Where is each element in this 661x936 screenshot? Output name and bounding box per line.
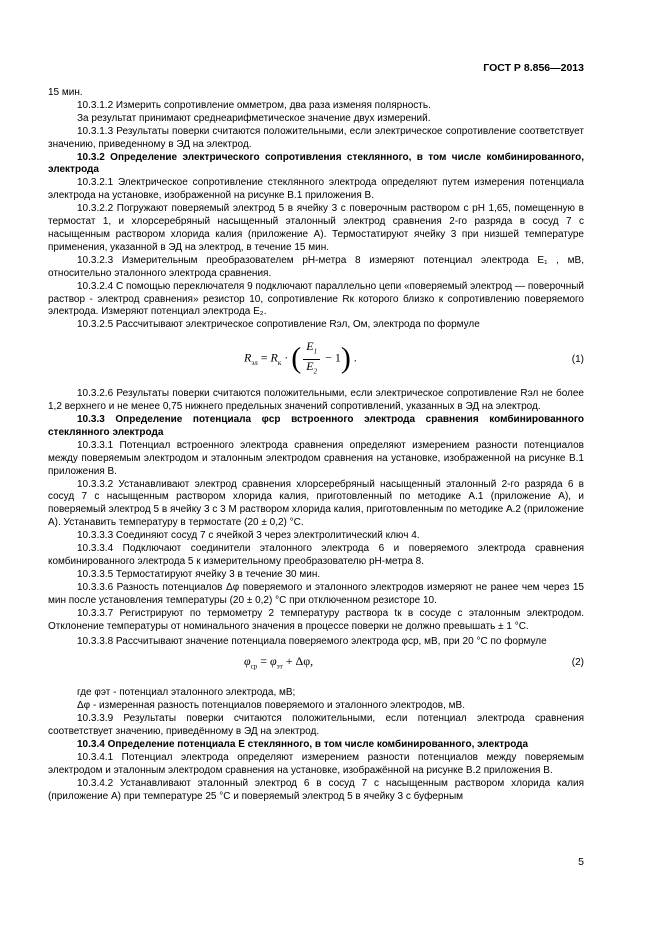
formula-2-lhs: φ <box>244 654 251 669</box>
paragraph: 10.3.3.6 Разность потенциалов Δφ поверяемого и эталонного электродов измеряют не ранее чем через 15 мин после установления температуры (20 ± 0,2) °С при отключенном резисторе 10. <box>48 581 584 606</box>
formula-2-eq: = <box>257 654 271 669</box>
formula-1-r: R <box>270 350 278 365</box>
paragraph: 10.3.3 Определение потенциала φср встроенного электрода сравнения комбинированного стеклянного электрода <box>48 414 584 438</box>
paragraph-group-2 <box>48 388 584 649</box>
paragraph: 10.3.2.4 С помощью переключателя 9 подключают параллельно цепи «поверяемый электрод — поверочный раствор - электрод сравнения» резистор 10, сопротивление Rк которого близко к сопротивлению поверяемого электрода. Измеряют потенциал электрода E₂. <box>48 280 584 318</box>
paragraph: 10.3.1.2 Измерить сопротивление омметром, два раза изменяя полярность. <box>77 99 431 111</box>
paragraph: 10.3.3.3 Соединяют сосуд 7 с ячейкой 3 через электролитический ключ 4. <box>77 530 420 542</box>
formula-1-period: . <box>350 350 357 365</box>
formula-1-expression <box>244 340 357 378</box>
formula-1-numerator: E <box>306 339 314 354</box>
formula-1-number: (1) <box>571 354 584 366</box>
paragraph: 10.3.4.1 Потенциал электрода определяют измерением разности потенциалов между поверяемым электродом и эталонным электродом сравнения на установке, изображённой на рисунке В.2 приложения В. <box>48 751 584 776</box>
paragraph: 10.3.2.1 Электрическое сопротивление стеклянного электрода определяют путем измерения потенциала электрода на установке, изображенной на рисунке В.1 приложения В. <box>48 177 584 202</box>
paragraph: Δφ - измеренная разность потенциалов поверяемого и эталонного электродов, мВ. <box>77 700 465 712</box>
formula-1-lhs: R <box>244 350 252 365</box>
paragraph: 10.3.3.7 Регистрируют по термометру 2 температуру раствора tк в сосуде с эталонным электродом. Отклонение температуры от номинального значения в процессе поверки не должно превышать ± 1 °С. <box>48 607 584 632</box>
formula-2-r-sub: эт <box>276 662 283 671</box>
paragraph: 10.3.3.5 Термостатируют ячейку 3 в течение 30 мин. <box>77 568 321 580</box>
formula-2-lhs-sub: ср <box>250 662 258 671</box>
page-number: 5 <box>578 856 584 868</box>
page-body <box>48 87 584 804</box>
formula-1-minus-one: − 1 <box>322 350 341 365</box>
formula-2-comma: , <box>310 654 314 669</box>
paragraph-group-3 <box>48 713 584 803</box>
paragraph: За результат принимают среднеарифметическое значение двух измерений. <box>77 112 431 124</box>
paragraph: 10.3.2.3 Измерительным преобразователем pH-метра 8 измеряют потенциал электрода E₁ , мВ, относительно эталонного электрода сравнения. <box>48 254 584 279</box>
paragraph: 10.3.2.2 Погружают поверяемый электрод 5 в ячейку 3 с поверочным раствором с pH 1,65, помещенную в термостат 1, и хлорсеребряный насыщенный эталонный электрод сравнения 2-го разряда в сосуд 7 с насыщенным раствором хлорида калия (приложение А). Термостатируют ячейку 3 при низшей температуре применения, указанной в ЭД на электрод, в течение 15 мин. <box>48 203 584 253</box>
formula-1-eq: = <box>257 350 271 365</box>
left-paren: ( <box>291 341 302 375</box>
formula-1-denominator-sub: 2 <box>313 366 318 375</box>
paragraph: 10.3.3.9 Результаты поверки считаются положительными, если потенциал электрода сравнения соответствует значению, приведённому в ЭД на электрод. <box>48 713 584 738</box>
formula-1-denominator: E <box>306 358 314 373</box>
paragraph: 10.3.2 Определение электрического сопротивления стеклянного, в том числе комбинированного, электрода <box>48 151 584 176</box>
formula-2-r: φ <box>270 654 277 669</box>
paragraph: 10.3.1.3 Результаты поверки считаются положительными, если электрическое сопротивление соответствует значению, приведенному в ЭД на электрод. <box>48 125 584 150</box>
paragraph: 15 мин. <box>48 87 83 98</box>
paragraph-group-1 <box>48 87 584 332</box>
formula-2-expression <box>244 655 313 673</box>
paragraph: 10.3.4 Определение потенциала E стеклянного, в том числе комбинированного, электрода <box>77 738 529 750</box>
formula-1-r-sub: к <box>277 359 282 368</box>
formula-1-numerator-sub: 1 <box>313 347 318 356</box>
document-id: ГОСТ Р 8.856—2013 <box>483 62 584 74</box>
paragraph: где φэт - потенциал эталонного электрода, мВ; <box>77 687 296 699</box>
paragraph: 10.3.2.5 Рассчитывают электрическое сопротивление Rэл, Ом, электрода по формуле <box>77 319 480 331</box>
formula-1 <box>48 338 584 382</box>
right-paren: ) <box>340 341 351 375</box>
formula-1-dot: · <box>281 350 292 365</box>
formula-2-plus-delta: + Δφ <box>282 654 311 669</box>
paragraph: 10.3.3.1 Потенциал встроенного электрода сравнения определяют измерением разности потенциалов между поверяемым электродом и эталонным электродом сравнения на установке, изображенной на рисунке В.1 приложения В. <box>48 439 584 477</box>
paragraph: 10.3.3.4 Подключают соединители эталонного электрода 6 и поверяемого электрода сравнения комбинированного электрода 5 к измерительному преобразователю pH-метра 8. <box>48 543 584 567</box>
where-clause <box>48 687 584 713</box>
paragraph: 10.3.3.8 Рассчитывают значение потенциала поверяемого электрода φср, мВ, при 20 °С по формуле <box>77 636 547 648</box>
paragraph: 10.3.3.2 Устанавливают электрод сравнения хлорсеребряный насыщенный эталонный 2-го разряда 6 в сосуд 7 с насыщенным раствором хлорида калия, приготовленный по методике А.1 (приложение А), и поверяемый электрод 5 в ячейку 3 с 3 М раствором хлорида калия, приготовленным по методике А.2 (приложение А). Устанавить температуру в термостате (20 ± 0,2) °С. <box>48 478 584 529</box>
formula-2-number: (2) <box>571 657 584 669</box>
formula-1-lhs-sub: эл <box>251 359 258 368</box>
formula-1-fraction <box>303 340 320 378</box>
paragraph: 10.3.4.2 Устанавливают эталонный электрод 6 в сосуд 7 с насыщенным раствором хлорида калия (приложение А) при температуре 25 °С и поверяемый электрод 5 в ячейку 3 с буферным <box>48 777 584 802</box>
paragraph: 10.3.2.6 Результаты поверки считаются положительными, если электрическое сопротивление Rэл не более 1,2 верхнего и не менее 0,75 нижнего предельных значений сопротивлений, указанных в ЭД на электрод. <box>48 388 584 413</box>
formula-2 <box>48 655 584 681</box>
